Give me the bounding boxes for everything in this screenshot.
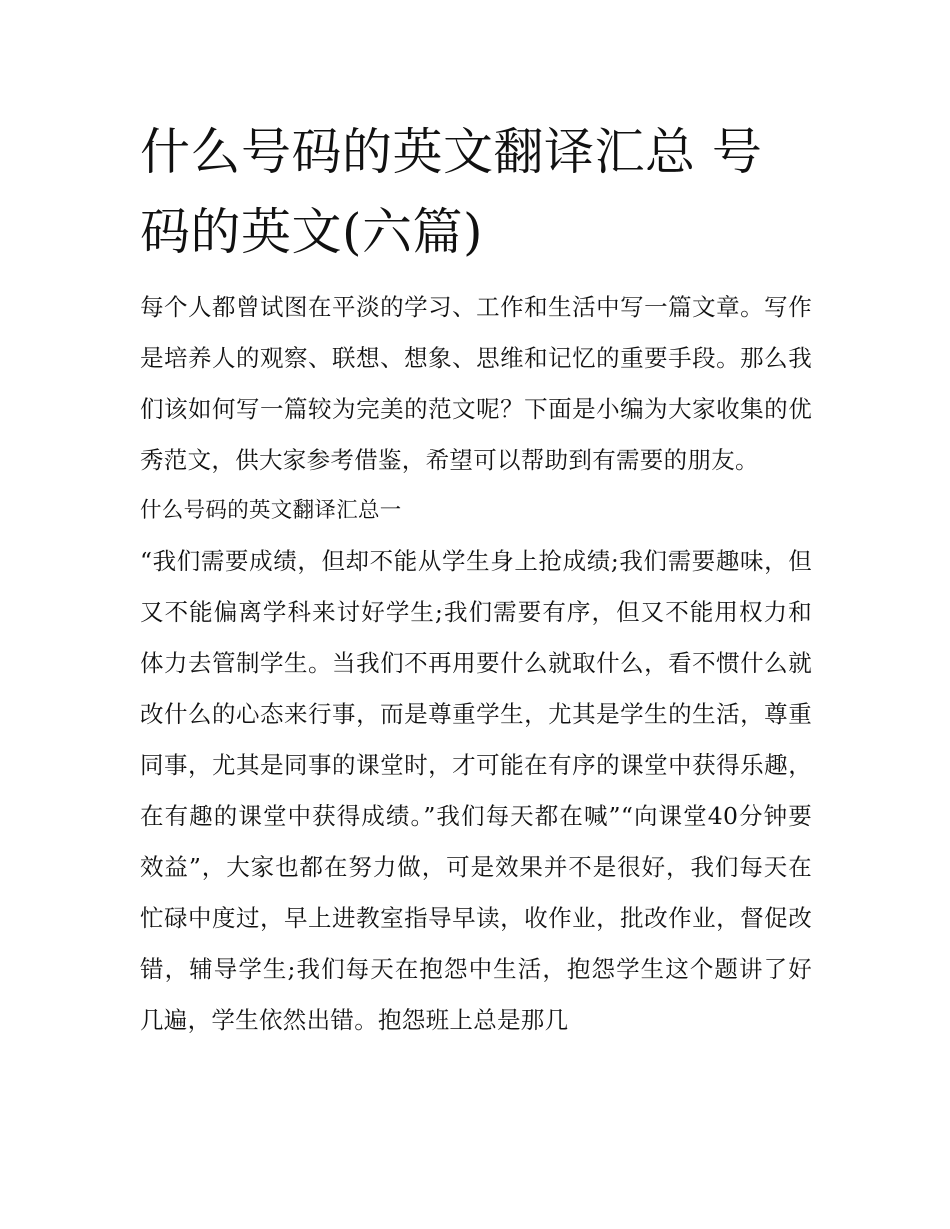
section-heading: 什么号码的英文翻译汇总一 — [140, 498, 402, 523]
document-page — [140, 112, 812, 1046]
intro-paragraph: 每个人都曾试图在平淡的学习、工作和生活中写一篇文章。写作是培养人的观察、联想、想象、思维和记忆的重要手段。那么我们该如何写一篇较为完美的范文呢？下面是小编为大家收集的优秀范文，供大家参考借鉴，希望可以帮助到有需要的朋友。 — [140, 293, 812, 474]
document-title: 什么号码的英文翻译汇总 号码的英文(六篇) — [140, 123, 763, 261]
section-body-paragraph: “我们需要成绩，但却不能从学生身上抢成绩;我们需要趣味，但又不能偏离学科来讨好学生;我们需要有序，但又不能用权力和体力去管制学生。当我们不再用要什么就取什么，看不惯什么就改什么的心态来行事，而是尊重学生，尤其是学生的生活，尊重同事，尤其是同事的课堂时，才可能在有序的课堂中获得乐趣，在有趣的课堂中获得成绩。”我们每天都在喊”“向课堂40分钟要效益”，大家也都在努力做，可是效果并不是很好，我们每天在忙碌中度过，早上进教室指导早读，收作业，批改作业，督促改错，辅导学生;我们每天在抱怨中生活，抱怨学生这个题讲了好几遍，学生依然出错。抱怨班上总是那几 — [140, 547, 812, 1034]
